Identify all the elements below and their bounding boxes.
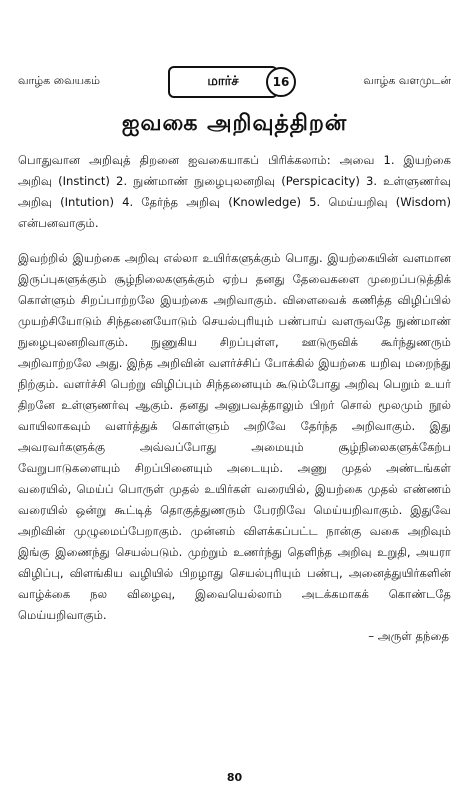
month-label: மார்ச் — [168, 66, 278, 98]
page-header — [18, 66, 451, 100]
paragraph-2: இவற்றில் இயற்கை அறிவு எல்லா உயிர்களுக்கும் பொது. இயற்கையின் வளமான இருப்புகளுக்கும் சூழ்நிலைகளுக்கும் ஏற்ப தனது தேவைகளை முறைப்படுத்திக் கொள்ளும் சிறப்பாற்றலே இயற்கை அறிவாகும். விளைவைக் கணித்த விழிப்பில் முயற்சியோடும் சிந்தனையோடும் செயல்புரியும் பண்பாய் வளருவதே நுண்மாண் நுழைபுலனறிவாகும். நுணுகிய சிறப்புள்ள, ஊடுருவிக் கூர்ந்துணரும் அறிவாற்றலே அது. இந்த அறிவின் வளர்ச்சிப் போக்கில் இயற்கை யறிவு மறைந்து நிற்கும். வளர்ச்சி பெற்று விழிப்பும் சிந்தனையும் கூடும்போது அறிவு பெறும் உயர் திறனே உள்ளுணர்வு ஆகும். தனது அனுபவத்தாலும் பிறர் சொல் மூலமும் நூல் வாயிலாகவும் வளர்த்துக் கொள்ளும் அறிவே தேர்ந்த அறிவாகும். இது அவரவர்களுக்கு அவ்வப்போது அமையும் சூழ்நிலைகளுக்கேற்ப வேறுபாடுகளையும் சிறப்பினையும் அடையும். அணு முதல் அண்டங்கள் வரையில், மெய்ப் பொருள் முதல் உயிர்கள் வரையில், இயற்கை முதல் எண்ணம் வரையில் ஒன்று கூட்டித் தொகுத்துணரும் பேரறிவே மெய்யறிவாகும். இதுவே அறிவின் முழுமைப்பேறாகும். முன்னம் விளக்கப்பட்ட நான்கு வகை அறிவும் இங்கு இணைந்து செயல்படும். முற்றும் உணர்ந்து தெளிந்த அறிவு உறுதி, அயரா விழிப்பு, விளங்கிய வழியில் பிறழாது செயல்புரியும் பண்பு, அனைத்துயிர்களின் வாழ்க்கை நல விழைவு, இவையெல்லாம் அடக்கமாகக் கொண்டதே மெய்யறிவாகும். — [18, 251, 451, 622]
header-right-motto: வாழ்க வளமுடன் — [363, 74, 451, 87]
paragraph-1: பொதுவான அறிவுத் திறனை ஐவகையாகப் பிரிக்கலாம்: அவை 1. இயற்கை அறிவு (Instinct) 2. நுண்மாண் நுழைபுலனறிவு (Perspicacity) 3. உள்ளுணர்வு அறிவு (Intution) 4. தேர்ந்த அறிவு (Knowledge) 5. மெய்யறிவு (Wisdom) என்பனவாகும். — [18, 153, 451, 230]
day-number: 16 — [266, 67, 296, 97]
author-attribution: – அருள் தந்தை — [368, 629, 449, 643]
page-title: ஐவகை அறிவுத்திறன் — [121, 110, 348, 136]
body-text — [18, 150, 451, 647]
header-left-motto: வாழ்க வையகம் — [18, 74, 100, 87]
page-number: 80 — [226, 771, 243, 784]
